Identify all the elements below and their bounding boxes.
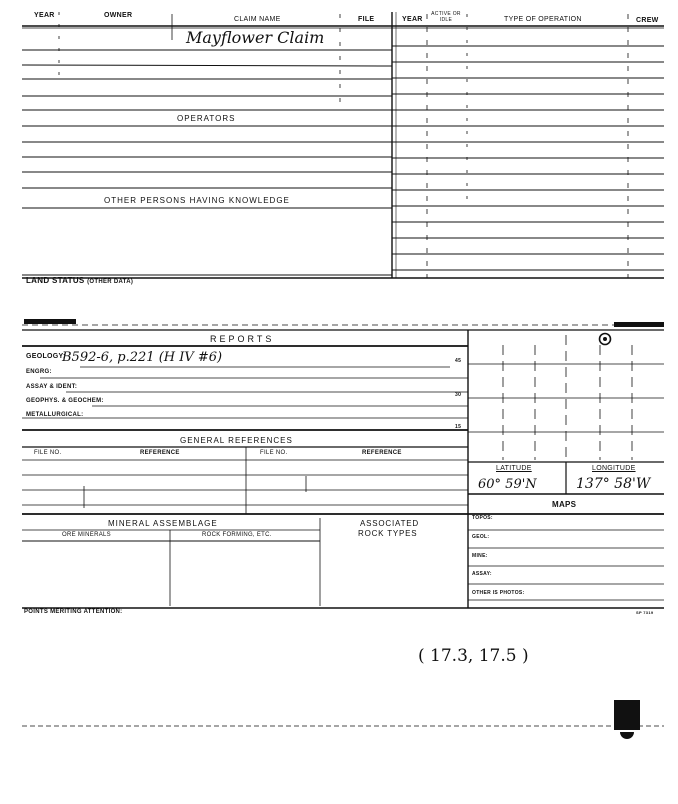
metallurgical-label: METALLURGICAL:	[26, 412, 84, 418]
assay-ident-label: ASSAY & IDENT:	[26, 384, 78, 390]
col-file-no-2: FILE NO.	[260, 450, 288, 456]
header-year: YEAR	[34, 12, 55, 19]
header-type-of-operation: TYPE OF OPERATION	[504, 16, 582, 23]
form-number: SP 7319	[636, 610, 654, 615]
col-reference-1: REFERENCE	[140, 450, 180, 456]
land-status-heading	[26, 276, 133, 285]
header-owner: OWNER	[104, 12, 133, 19]
land-status-sub: (OTHER DATA)	[87, 279, 134, 285]
latitude-label: LATITUDE	[496, 465, 532, 472]
header-year-2: YEAR	[402, 16, 423, 23]
topos-label: TOPOS:	[472, 515, 493, 521]
scale-45: 45	[455, 358, 462, 364]
header-claim-name: CLAIM NAME	[234, 16, 281, 23]
land-status-label: LAND STATUS	[26, 276, 85, 285]
ore-minerals-label: ORE MINERALS	[62, 532, 111, 538]
mine-label: MINE:	[472, 553, 488, 559]
associated-label: ASSOCIATED	[360, 519, 419, 528]
other-persons-heading: OTHER PERSONS HAVING KNOWLEDGE	[104, 196, 290, 205]
geology-label: GEOLOGY:	[26, 353, 66, 360]
points-meriting-attention: POINTS MERITING ATTENTION:	[24, 609, 123, 615]
general-references-title: GENERAL REFERENCES	[180, 436, 293, 445]
header-file: FILE	[358, 16, 375, 23]
claim-name-entry: Mayflower Claim	[186, 28, 325, 47]
assay-label: ASSAY:	[472, 571, 492, 577]
maps-label: MAPS	[552, 500, 577, 509]
header-crew: CREW	[636, 17, 659, 24]
rock-types-label: ROCK TYPES	[358, 529, 418, 538]
rock-forming-label: ROCK FORMING, ETC.	[202, 532, 272, 538]
reports-title: REPORTS	[210, 334, 275, 344]
scale-15: 15	[455, 424, 462, 430]
geology-entry: B592-6, p.221 (H IV #6)	[62, 350, 223, 365]
other-photos-label: OTHER IS PHOTOS:	[472, 590, 525, 596]
scale-30: 30	[455, 392, 462, 398]
latitude-entry: 60° 59'N	[478, 477, 537, 492]
marker-bar-left	[24, 319, 76, 324]
marker-bar-right	[614, 322, 664, 327]
longitude-entry: 137° 58'W	[576, 476, 651, 492]
engrg-label: ENGRG:	[26, 369, 52, 375]
col-reference-2: REFERENCE	[362, 450, 402, 456]
geol-label: GEOL:	[472, 534, 490, 540]
header-active-idle: ACTIVE OR IDLE	[431, 11, 461, 23]
mineral-assemblage-title: MINERAL ASSEMBLAGE	[108, 519, 218, 528]
black-tab-mark	[614, 700, 640, 730]
col-file-no-1: FILE NO.	[34, 450, 62, 456]
geophys-label: GEOPHYS. & GEOCHEM:	[26, 398, 104, 404]
operators-heading: OPERATORS	[177, 114, 236, 123]
coordinate-annotation: ( 17.3, 17.5 )	[418, 646, 529, 666]
longitude-label: LONGITUDE	[592, 465, 636, 472]
